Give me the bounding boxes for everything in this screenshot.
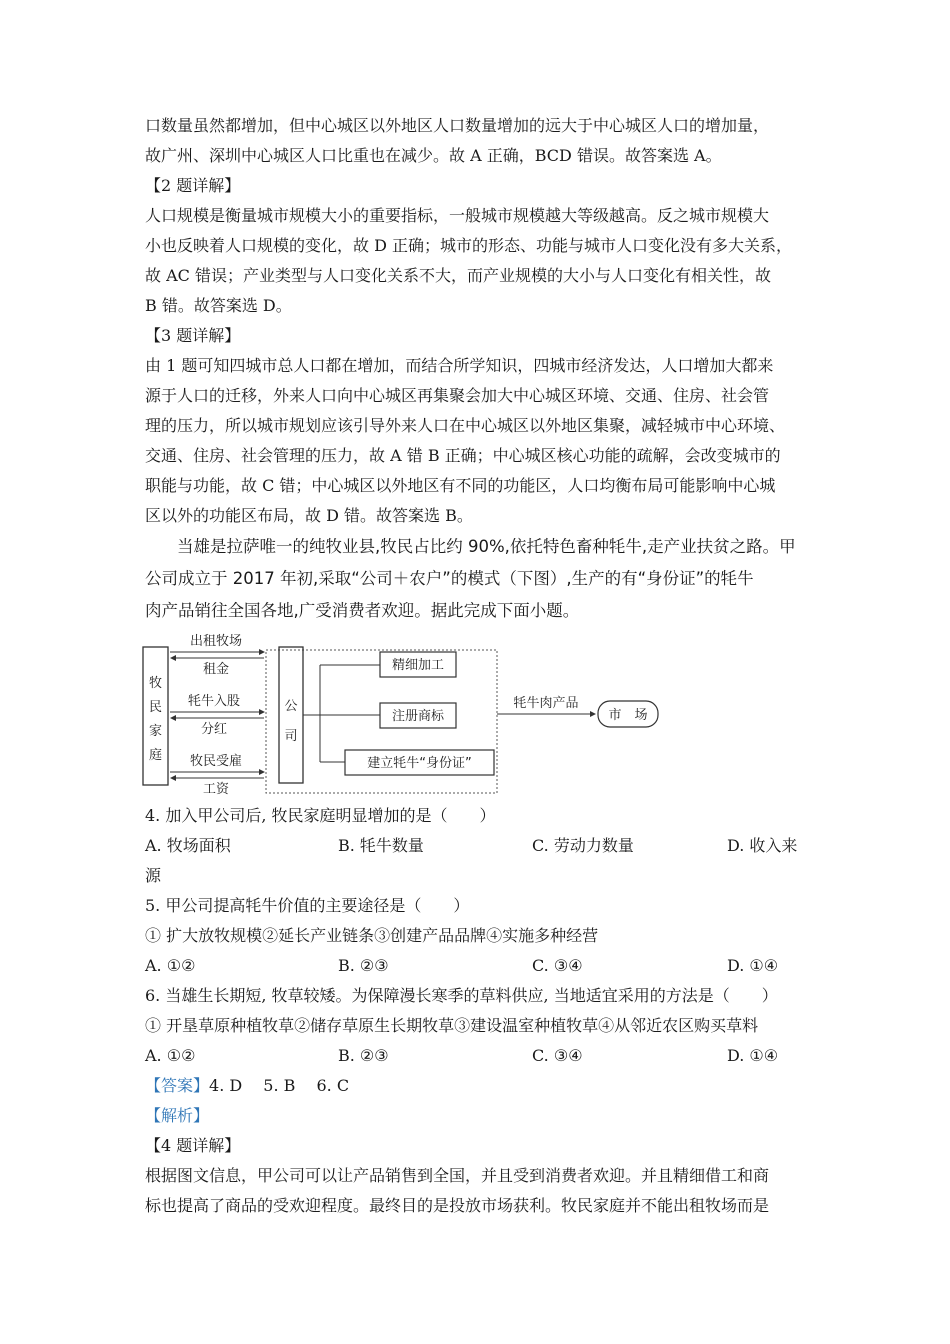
company-char: 公 (284, 699, 298, 714)
text-line: 职能与功能，故 C 错；中心城区以外地区有不同的功能区，人口均衡布局可能影响中心城 (145, 476, 776, 495)
option-a[interactable]: A. ①② (145, 1046, 196, 1065)
flow-back-label: 分红 (200, 722, 228, 737)
text-line: 源于人口的迁移，外来人口向中心城区再集聚会加大中心城区环境、交通、住房、社会管 (145, 386, 770, 405)
flow-out-label: 牧民受雇 (189, 754, 243, 769)
option-row (145, 831, 815, 861)
connector-lines (303, 665, 380, 762)
text-line: 故广州、深圳中心城区人口比重也在减少。故 A 正确，BCD 错误。故答案选 A。 (145, 146, 722, 165)
option-row (145, 1041, 815, 1071)
market-label: 市 场 (608, 708, 648, 723)
text-line: 理的压力，所以城市规划应该引导外来人口在中心城区以外地区集聚，减轻城市中心环境、 (145, 416, 786, 435)
product-label: 牦牛肉产品 (513, 696, 579, 711)
family-char: 民 (148, 700, 163, 715)
branch-label: 注册商标 (391, 709, 445, 724)
q4-heading: 【4 题详解】 (145, 1136, 241, 1155)
family-box (143, 647, 168, 785)
passage-line: 公司成立于 2017 年初,采取“公司＋农户”的模式（下图）,生产的有“身份证”的牦牛 (145, 569, 754, 588)
flow-out-label: 牦牛入股 (187, 694, 241, 709)
question-stem: 4. 加入甲公司后, 牧民家庭明显增加的是（ ） (145, 806, 496, 825)
passage-line: 肉产品销往全国各地,广受消费者欢迎。据此完成下面小题。 (145, 601, 580, 620)
answer-line (145, 1071, 815, 1101)
option-d[interactable]: D. ①④ (727, 956, 779, 975)
question-stem: 5. 甲公司提高牦牛价值的主要途径是（ ） (145, 896, 470, 915)
text-line: 根据图文信息，甲公司可以让产品销售到全国，并且受到消费者欢迎。并且精细借工和商 (145, 1166, 770, 1185)
branch-label: 建立牦牛“身份证” (367, 756, 472, 771)
option-b[interactable]: B. ②③ (338, 956, 389, 975)
flow-back-label: 工资 (202, 782, 230, 797)
text-line: 区以外的功能区布局，故 D 错。故答案选 B。 (145, 506, 473, 525)
family-char: 家 (148, 724, 163, 739)
option-c[interactable]: C. ③④ (532, 1046, 583, 1065)
option-d[interactable]: D. ①④ (727, 1046, 779, 1065)
question-stem: 6. 当雄生长期短, 牧草较矮。为保障漫长寒季的草料供应, 当地适宜采用的方法是（ ） (145, 986, 778, 1005)
company-box (279, 647, 303, 783)
option-b[interactable]: B. 牦牛数量 (338, 836, 424, 855)
family-char: 庭 (148, 748, 163, 763)
option-d-overflow: 源 (145, 866, 162, 885)
passage-line: 当雄是拉萨唯一的纯牧业县,牧民占比约 90%,依托特色畜种牦牛,走产业扶贫之路。甲 (177, 537, 796, 556)
family-char: 牧 (148, 676, 163, 691)
question-items: ① 开垦草原种植牧草②储存草原生长期牧草③建设温室种植牧草④从邻近农区购买草料 (145, 1016, 759, 1035)
text-line: 故 AC 错误；产业类型与人口变化关系不大，而产业规模的大小与人口变化有相关性，故 (145, 266, 771, 285)
option-c[interactable]: C. ③④ (532, 956, 583, 975)
analysis-label: 【解析】 (145, 1106, 210, 1125)
text-line: 人口规模是衡量城市规模大小的重要指标，一般城市规模越大等级越高。反之城市规模大 (145, 206, 770, 225)
branch-label: 精细加工 (391, 658, 445, 673)
option-b[interactable]: B. ②③ (338, 1046, 389, 1065)
q2-heading: 【2 题详解】 (145, 176, 241, 195)
text-line: 小也反映着人口规模的变化，故 D 正确；城市的形态、功能与城市人口变化没有多大关系， (145, 236, 793, 255)
flow-out-label: 出租牧场 (189, 634, 243, 649)
questions (145, 801, 815, 1221)
option-a[interactable]: A. 牧场面积 (145, 836, 231, 855)
text-line: 标也提高了商品的受欢迎程度。最终目的是投放市场获利。牧民家庭并不能出租牧场而是 (145, 1196, 770, 1215)
text-line: 由 1 题可知四城市总人口都在增加，而结合所学知识，四城市经济发达，人口增加大都来 (145, 356, 774, 375)
question-items: ① 扩大放牧规模②延长产业链条③创建产品品牌④实施多种经营 (145, 926, 599, 945)
company-char: 司 (284, 729, 298, 744)
flow-back-label: 租金 (202, 662, 230, 677)
text-line: 口数量虽然都增加，但中心城区以外地区人口数量增加的远大于中心城区人口的增加量， (145, 116, 770, 135)
q3-heading: 【3 题详解】 (145, 326, 241, 345)
option-a[interactable]: A. ①② (145, 956, 196, 975)
answer-text: 4. D 5. B 6. C (209, 1076, 350, 1095)
option-c[interactable]: C. 劳动力数量 (532, 836, 634, 855)
option-row (145, 951, 815, 981)
text-line: 交通、住房、社会管理的压力，故 A 错 B 正确；中心城区核心功能的疏解，会改变城市的 (145, 446, 781, 465)
text-line: B 错。故答案选 D。 (145, 296, 292, 315)
option-d[interactable]: D. 收入来 (727, 836, 798, 855)
answer-label: 【答案】 (145, 1076, 210, 1095)
